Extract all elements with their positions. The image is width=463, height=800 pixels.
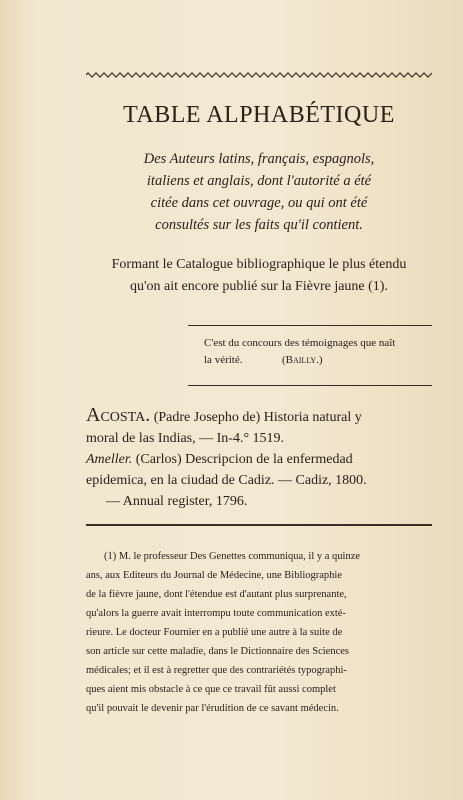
epigraph-rule-bottom [188, 385, 432, 386]
epigraph-line-1: C'est du concours des témoignages que naît [204, 337, 396, 349]
catalogue-description [86, 254, 432, 298]
epigraph-attribution: (Bailly.) [281, 354, 323, 366]
footnote-line: médicales; et il est à regretter que des contrariétés typographi- [86, 665, 347, 676]
entry-ameller-line-1 [86, 449, 432, 470]
page-title: TABLE ALPHABÉTIQUE [123, 102, 395, 128]
footnote-line: ques aient mis obstacle à ce que ce travail fût aussi complet [86, 684, 336, 695]
entry-ameller-line-3: — Annual register, 1796. [106, 494, 248, 509]
decorative-border-top [86, 72, 432, 78]
subtitle-line: consultés sur les faits qu'il contient. [155, 217, 363, 233]
entry-text: (Padre Josepho de) Historia natural y [153, 410, 362, 425]
footnote-line: ans, aux Editeurs du Journal de Médecine, une Bibliographie [86, 570, 343, 581]
footnote-line: qu'alors la guerre avait interrompu toute communication exté- [86, 608, 346, 619]
footnote-line: rieure. Le docteur Fournier en a publié une autre à la suite de [86, 627, 343, 638]
formant-line: Formant le Catalogue bibliographique le plus étendu [111, 257, 407, 272]
subtitle [86, 148, 432, 236]
entry-author: Acosta. [86, 404, 151, 426]
subtitle-line: italiens et anglais, dont l'autorité a été [146, 173, 372, 189]
footnote-rule [86, 524, 432, 526]
entry-acosta-line-1 [86, 405, 432, 428]
footnote-line: (1) M. le professeur Des Genettes communiqua, il y a quinze [104, 551, 361, 562]
entry-acosta-line-2: moral de las Indias, — In-4.° 1519. [86, 431, 285, 446]
epigraph [204, 335, 432, 369]
entry-author: Ameller. [86, 452, 133, 467]
epigraph-rule [188, 325, 432, 326]
epigraph-text: la vérité. [204, 354, 243, 366]
subtitle-line: Des Auteurs latins, français, espagnols, [143, 151, 375, 167]
entry-ameller-line-2: epidemica, en la ciudad de Cadiz. — Cadiz, 1800. [86, 473, 367, 488]
footnote [86, 547, 432, 718]
bibliography-entries [86, 405, 432, 512]
footnote-line: son article sur cette maladie, dans le Dictionnaire des Sciences [86, 646, 349, 657]
footnote-line: de la fièvre jaune, dont l'étendue est d'autant plus surprenante, [86, 589, 347, 600]
entry-text: (Carlos) Descripcion de la enfermedad [135, 452, 353, 467]
formant-line: qu'on ait encore publié sur la Fièvre jaune (1). [130, 279, 388, 294]
subtitle-line: citée dans cet ouvrage, ou qui ont été [150, 195, 368, 211]
epigraph-line-2 [204, 352, 432, 369]
footnote-line: qu'il pouvait le devenir par l'érudition de ce savant médecin. [86, 703, 339, 714]
